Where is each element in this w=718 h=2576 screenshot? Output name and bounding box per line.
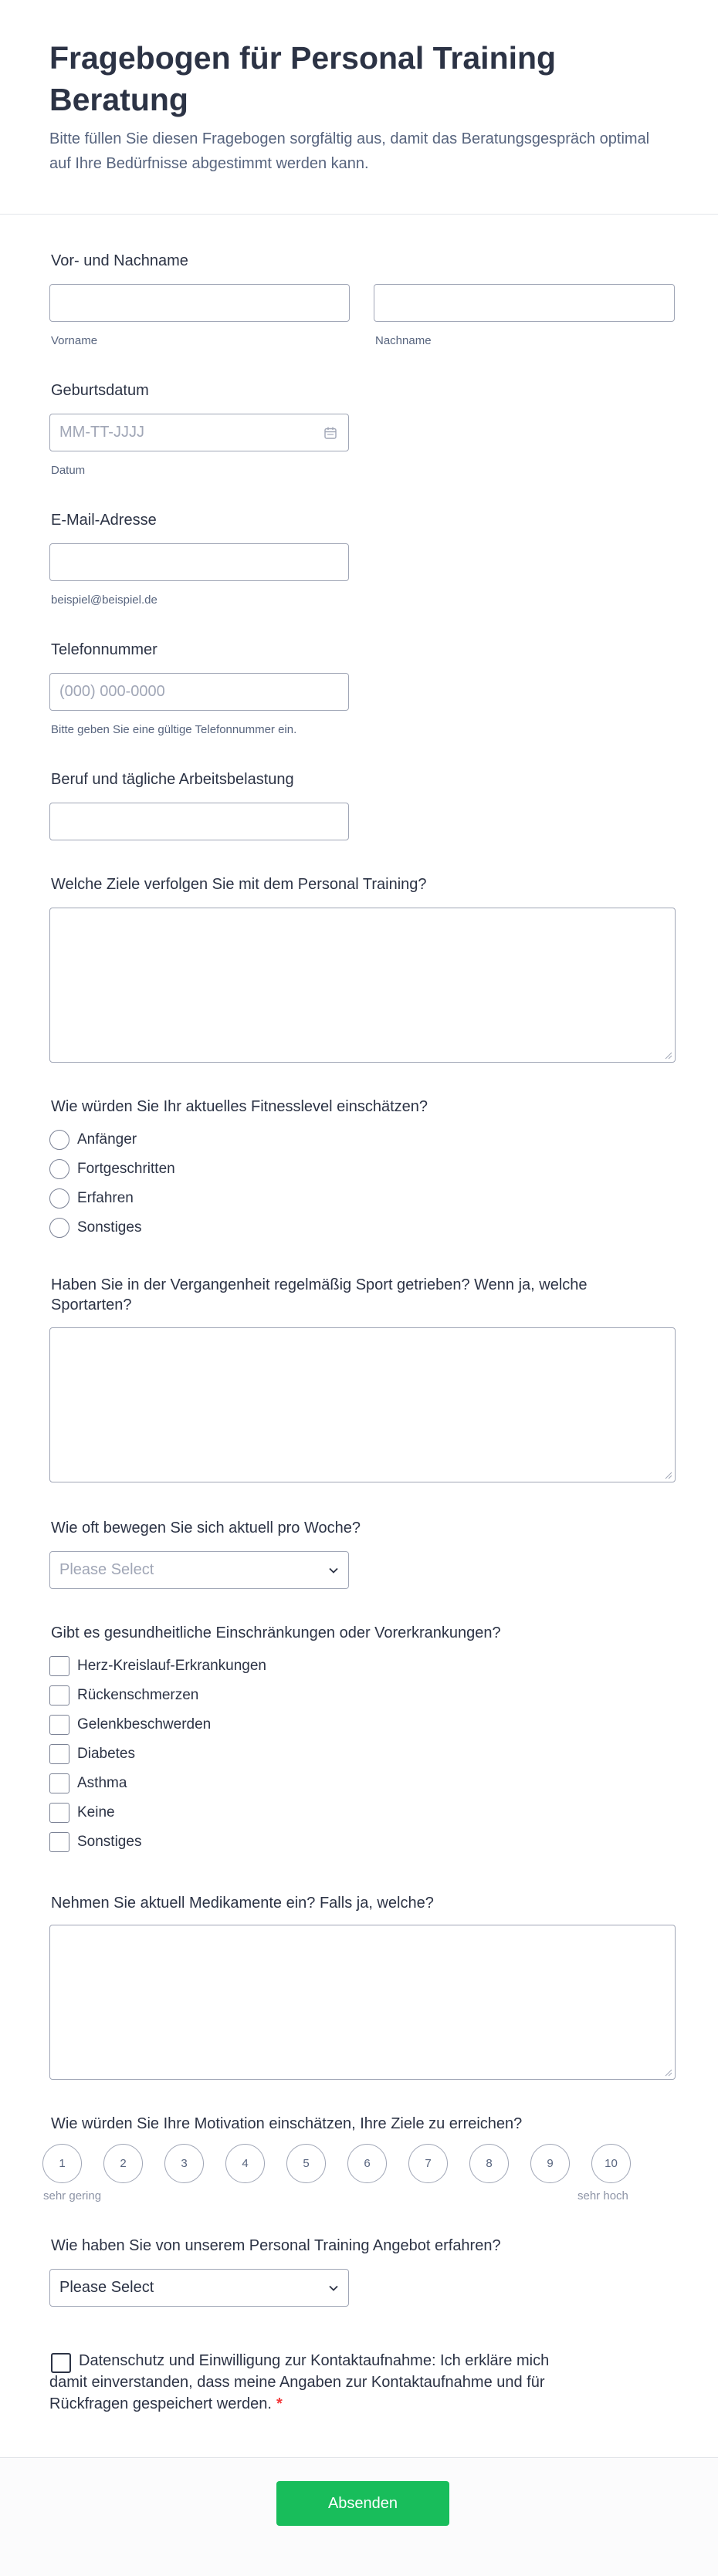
resize-handle-icon[interactable] (665, 1472, 672, 1479)
resize-handle-icon[interactable] (665, 2069, 672, 2077)
scale-option[interactable]: 7 (408, 2144, 448, 2183)
checkbox-option[interactable] (49, 1801, 115, 1824)
calendar-icon[interactable] (323, 426, 337, 440)
email-input[interactable] (49, 543, 349, 581)
goals-textarea[interactable] (49, 908, 676, 1063)
checkbox-option-label: Gelenkbeschwerden (77, 1716, 212, 1733)
form-subtitle: Bitte füllen Sie diesen Fragebogen sorgfältig aus, damit das Beratungsgespräch optimal auf Ihre Bedürfnisse abgestimmt werden kann. (49, 130, 650, 172)
radio-option[interactable] (49, 1158, 175, 1181)
consent-text (49, 2350, 590, 2415)
fitness-label: Wie würden Sie Ihr aktuelles Fitnesslevel einschätzen? (51, 1098, 428, 1115)
chevron-down-icon (328, 1565, 339, 1576)
checkbox[interactable] (49, 1656, 69, 1676)
job-input[interactable] (49, 803, 349, 840)
scale-high-label: sehr hoch (577, 2189, 628, 2202)
checkbox[interactable] (49, 1685, 69, 1706)
submit-button[interactable]: Absenden (276, 2481, 449, 2526)
health-label: Gibt es gesundheitliche Einschränkungen oder Vorerkrankungen? (51, 1624, 501, 1641)
goals-label: Welche Ziele verfolgen Sie mit dem Personal Training? (51, 876, 427, 893)
birthdate-input[interactable] (49, 414, 349, 451)
checkbox[interactable] (49, 1832, 69, 1852)
first-name-sublabel: Vorname (51, 334, 98, 347)
radio-option[interactable] (49, 1128, 137, 1151)
resize-handle-icon[interactable] (665, 1052, 672, 1060)
source-label: Wie haben Sie von unserem Personal Training Angebot erfahren? (51, 2237, 501, 2254)
checkbox-option-label: Sonstiges (77, 1834, 142, 1850)
checkbox[interactable] (49, 1715, 69, 1735)
scale-option[interactable]: 5 (286, 2144, 326, 2183)
checkbox-option-label: Asthma (77, 1775, 127, 1791)
checkbox-option[interactable] (49, 1831, 141, 1854)
phone-sublabel: Bitte geben Sie eine gültige Telefonnummer ein. (51, 723, 297, 736)
scale-option[interactable]: 4 (225, 2144, 265, 2183)
chevron-down-icon (328, 2283, 339, 2294)
checkbox-option-label: Herz-Kreislauf-Erkrankungen (77, 1658, 266, 1674)
radio-circle[interactable] (49, 1218, 69, 1238)
motivation-label: Wie würden Sie Ihre Motivation einschätzen, Ihre Ziele zu erreichen? (51, 2115, 523, 2132)
checkbox-option[interactable] (49, 1684, 198, 1707)
birthdate-label: Geburtsdatum (51, 382, 149, 399)
birthdate-sublabel: Datum (51, 464, 86, 477)
first-name-input[interactable] (49, 284, 350, 322)
last-name-input[interactable] (374, 284, 675, 322)
meds-textarea[interactable] (49, 1925, 676, 2080)
radio-option-label: Erfahren (77, 1190, 134, 1206)
checkbox-option-label: Rückenschmerzen (77, 1687, 199, 1703)
checkbox[interactable] (49, 1773, 69, 1793)
scale-option[interactable]: 9 (530, 2144, 570, 2183)
scale-low-label: sehr gering (43, 2189, 102, 2202)
activity-select[interactable] (49, 1551, 349, 1589)
checkbox-option[interactable] (49, 1713, 211, 1736)
phone-input[interactable] (49, 673, 349, 711)
radio-circle[interactable] (49, 1159, 69, 1179)
consent-label: Datenschutz und Einwilligung zur Kontaktaufnahme: Ich erkläre mich damit einverstanden, dass meine Angaben zur Kontaktaufnahme und für Rückfragen gespeichert werden. (49, 2352, 550, 2412)
activity-select-value: Please Select (59, 1561, 154, 1578)
activity-label: Wie oft bewegen Sie sich aktuell pro Woche? (51, 1520, 361, 1536)
radio-option-label: Sonstiges (77, 1219, 142, 1236)
scale-option[interactable]: 1 (42, 2144, 82, 2183)
scale-option[interactable]: 8 (469, 2144, 509, 2183)
scale-option[interactable]: 6 (347, 2144, 387, 2183)
email-sublabel: beispiel@beispiel.de (51, 593, 157, 607)
scale-option[interactable]: 10 (591, 2144, 631, 2183)
radio-circle[interactable] (49, 1130, 69, 1150)
checkbox-option[interactable] (49, 1743, 135, 1766)
checkbox[interactable] (49, 1803, 69, 1823)
birthdate-placeholder: MM-TT-JJJJ (59, 424, 144, 441)
last-name-sublabel: Nachname (375, 334, 432, 347)
radio-option[interactable] (49, 1216, 141, 1239)
name-label: Vor- und Nachname (51, 252, 188, 269)
radio-option[interactable] (49, 1187, 134, 1210)
checkbox-option-label: Keine (77, 1804, 115, 1820)
scale-option[interactable]: 2 (103, 2144, 143, 2183)
sports-label: Haben Sie in der Vergangenheit regelmäßig Sport getrieben? Wenn ja, welche Sportarten? (51, 1276, 588, 1313)
email-label: E-Mail-Adresse (51, 512, 157, 529)
checkbox-option-label: Diabetes (77, 1746, 135, 1762)
sports-textarea[interactable] (49, 1327, 676, 1482)
form-title: Fragebogen für Personal Training Beratung (49, 40, 557, 117)
checkbox-option[interactable] (49, 1772, 127, 1795)
form-header (0, 0, 718, 215)
required-marker: * (276, 2395, 283, 2412)
radio-circle[interactable] (49, 1188, 69, 1209)
meds-label: Nehmen Sie aktuell Medikamente ein? Falls ja, welche? (51, 1895, 434, 1912)
checkbox-option[interactable] (49, 1655, 266, 1678)
source-select[interactable] (49, 2269, 349, 2307)
job-label: Beruf und tägliche Arbeitsbelastung (51, 771, 294, 788)
phone-label: Telefonnummer (51, 641, 157, 658)
source-select-value: Please Select (59, 2279, 154, 2296)
radio-option-label: Anfänger (77, 1131, 137, 1148)
checkbox[interactable] (49, 1744, 69, 1764)
radio-option-label: Fortgeschritten (77, 1161, 175, 1177)
scale-option[interactable]: 3 (164, 2144, 204, 2183)
phone-placeholder: (000) 000-0000 (59, 683, 165, 700)
